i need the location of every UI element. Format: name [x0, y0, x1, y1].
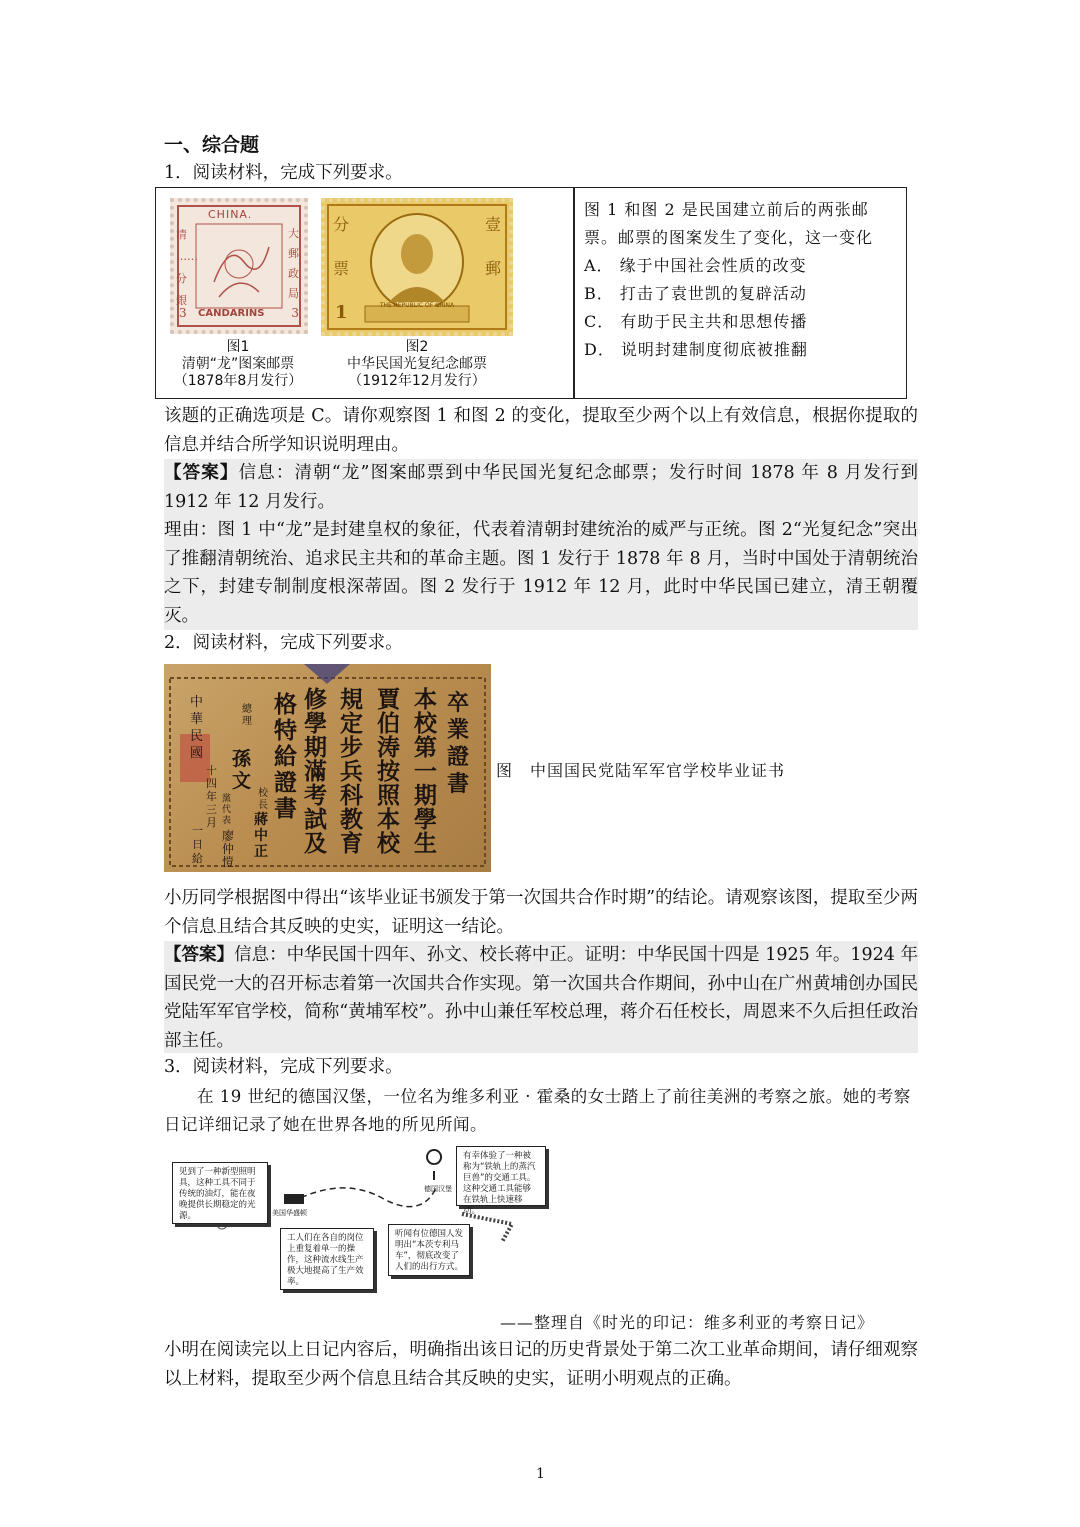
diary-note-car: 听闻有位德国人发明出“本茨专利马车”，彻底改变了人们的出行方式。 [388, 1224, 470, 1276]
q1-answer-info [164, 459, 918, 516]
stamp-1-value-right: 3 [291, 306, 299, 320]
stamp-2-image [321, 198, 513, 336]
cert-col-3: 賈伯涛按照本校 [377, 686, 400, 857]
q1-material-table [155, 187, 907, 399]
stamp-1-bottom-text: CANDARINS [198, 308, 265, 319]
q2-prompt: 2．阅读材料，完成下列要求。 [164, 633, 403, 653]
diary-note-light: 见到了一种新型照明具，这种工具不同于传统的油灯，能在夜晚提供长期稳定的光源。 [172, 1162, 268, 1224]
stamp-2-left-top: 分 [333, 215, 350, 234]
stamp-2-banner: THE REPUBLIC OF CHINA [379, 302, 455, 309]
cert-col-4: 規定步兵科教育 [340, 686, 363, 857]
q1-stem: 图 1 和图 2 是民国建立前后的两张邮票。邮票的图案发生了变化，这一变化 [584, 200, 874, 247]
q1-prompt: 1．阅读材料，完成下列要求。 [164, 163, 403, 183]
stamp-2-date: （1912年12月发行） [348, 373, 486, 389]
diary-note-train: 有幸体验了一种被称为“铁轨上的蒸汽巨兽”的交通工具。这种交通工具能够在铁轨上快速移动。 [456, 1146, 546, 1206]
q2-answer-block [164, 941, 918, 1053]
stamp-1-left-text: 清 …… 分 銀 [176, 228, 198, 307]
q3-question: 小明在阅读完以上日记内容后，明确指出该日记的历史背景处于第二次工业革命期间，请仔细观察以上材料，提取至少两个信息且结合其反映的史实，证明小明观点的正确。 [164, 1340, 918, 1389]
q1-option-c: C． 有助于民主共和思想传播 [584, 312, 808, 331]
q1-choice-panel [584, 196, 896, 364]
stamp-1-top-text: CHINA. [208, 208, 253, 221]
diary-label-hamburg: 德国汉堡 [424, 1185, 452, 1193]
cert-date-2: 十四年三月 [206, 764, 217, 829]
stamp-1-fig: 图1 [226, 339, 250, 355]
stamp-1-name: 清朝“龙”图案邮票 [181, 356, 295, 372]
stamp-1-value-left: 3 [179, 306, 187, 320]
stamp-2-name: 中华民国光复纪念邮票 [347, 356, 487, 372]
stamp-1-date: （1878年8月发行） [173, 373, 303, 389]
q1-answer-block [164, 459, 918, 630]
certificate-caption: 图 中国国民党陆军军官学校毕业证书 [496, 761, 786, 780]
cert-signer-title-2: 校長 [258, 788, 268, 811]
cert-signer-2: 蔣中正 [254, 812, 268, 860]
certificate-image [164, 664, 491, 872]
cert-date-3: 一日給 [192, 824, 203, 865]
q1-option-a: A． 缘于中国社会性质的改变 [584, 256, 807, 275]
cert-signer-title-1: 總理 [242, 704, 252, 727]
q1-answer-label: 【答案】 [164, 463, 239, 483]
page-number: 1 [536, 1466, 545, 1482]
cert-col-6: 格特給證書 [274, 691, 297, 822]
stamp-2-fig: 图2 [405, 339, 429, 355]
stamp-1-right-text: 大 郵 政 局 [288, 227, 299, 300]
q2-answer-text: 信息：中华民国十四年、孙文、校长蒋中正。证明：中华民国十四是 1925 年。1924 年国民党一大的召开标志着第一次国共合作实现。第一次国共合作期间，孙中山在广州黄埔创办国民党陆军军官学校，简称“黄埔军校”。孙中山兼任军校总理，蒋介石任校长，周恩来不久后担任政治部主任。 [164, 945, 918, 1051]
stamp-2-right-top: 壹 [484, 215, 501, 234]
q2-question: 小历同学根据图中得出“该毕业证书颁发于第一次国共合作时期”的结论。请观察该图，提取至少两个信息且结合其反映的史实，证明这一结论。 [164, 888, 918, 937]
section-title: 一、综合题 [164, 134, 260, 156]
diary-source: ——整理自《时光的印记：维多利亚的考察日记》 [500, 1313, 875, 1332]
stamp-2-caption [326, 339, 508, 390]
cert-col-5: 修學期滿考試及 [304, 686, 327, 857]
q3-intro: 在 19 世纪的德国汉堡，一位名为维多利亚 · 霍桑的女士踏上了前往美洲的考察之旅。她的考察日记详细记录了她在世界各地的所见所闻。 [164, 1087, 911, 1134]
cert-date-1: 中華民國 [190, 695, 204, 761]
q2-answer-label: 【答案】 [164, 945, 235, 965]
cert-signer-title-3: 黨代表 [222, 794, 232, 826]
cert-col-2: 本校第一期學生 [414, 686, 437, 857]
table-divider [573, 188, 575, 398]
diary-illustration [172, 1146, 552, 1302]
q1-answer-reason: 理由：图 1 中“龙”是封建皇权的象征，代表着清朝封建统治的威严与正统。图 2“光复纪念”突出了推翻清朝统治、追求民主共和的革命主题。图 1 发行于 1878 年 8 月，当时中国处于清朝统治之下，封建专制制度根深蒂固。图 2 发行于 1912 年 12 月，此时中华民国已建立，清王朝覆灭。 [164, 520, 918, 626]
q1-question: 该题的正确选项是 C。请你观察图 1 和图 2 的变化，提取至少两个以上有效信息，根据你提取的信息并结合所学知识说明理由。 [164, 406, 918, 455]
cert-signer-1: 孫文 [232, 748, 252, 792]
q3-prompt: 3．阅读材料，完成下列要求。 [164, 1057, 403, 1077]
q1-option-d: D． 说明封建制度彻底被推翻 [584, 340, 808, 359]
stamp-1-image [170, 198, 308, 334]
stamp-1-caption [162, 339, 314, 390]
diary-note-assembly-line: 工人们在各自的岗位上重复着单一的操作，这种流水线生产极大地提高了生产效率。 [280, 1228, 374, 1290]
stamp-2-value: 1 [335, 302, 348, 323]
cert-signer-3: 廖仲愷 [222, 829, 235, 869]
q1-answer-info-text: 信息：清朝“龙”图案邮票到中华民国光复纪念邮票；发行时间 1878 年 8 月发行到 1912 年 12 月发行。 [164, 463, 919, 512]
q1-option-b: B． 打击了袁世凯的复辟活动 [584, 284, 807, 303]
cert-col-1: 卒業證書 [447, 690, 470, 797]
stamp-2-right-mid: 郵 [484, 259, 501, 278]
diary-label-washington: 美国华盛顿 [272, 1209, 307, 1217]
stamp-2-left-mid: 票 [333, 259, 350, 278]
